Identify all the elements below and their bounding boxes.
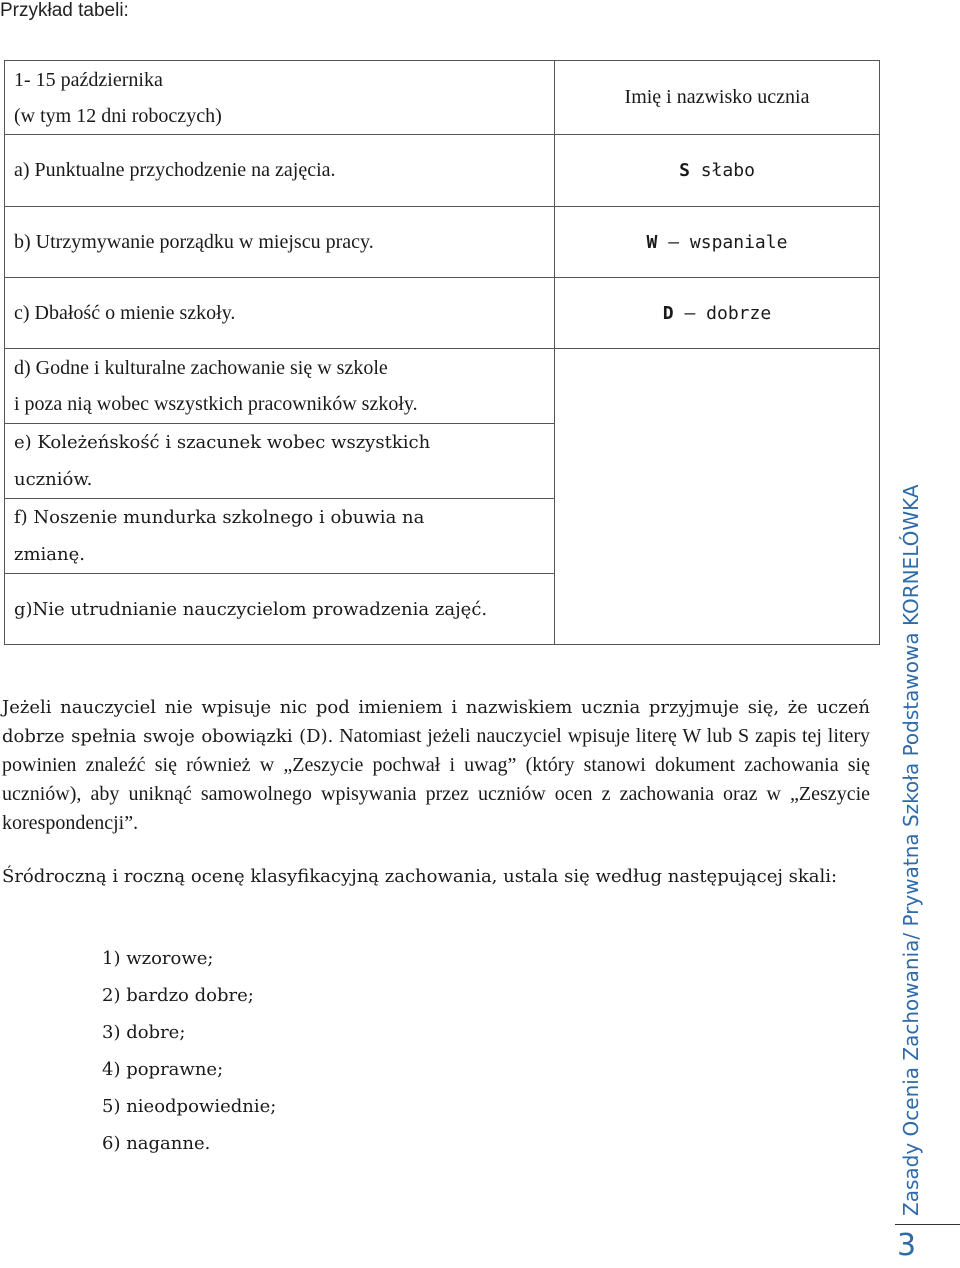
criterion-f [5,499,555,574]
criterion-f-line2: zmianę. [14,544,86,565]
list-item: 2) bardzo dobre; [102,985,254,1006]
page-heading: Przykład tabeli: [0,0,129,21]
table-row [5,135,880,207]
legend-d-letter: D [662,302,674,324]
table-row [5,207,880,278]
period-cell [5,61,555,135]
criterion-g: g)Nie utrudnianie nauczycielom prowadzenia zajęć. [5,574,555,645]
criterion-a: a) Punktualne przychodzenie na zajęcia. [5,135,555,207]
period-workdays: (w tym 12 dni roboczych) [14,104,222,127]
side-footer-text: Zasady Ocenia Zachowania/ Prywatna Szkoła Podstawowa KORNELÓWKA [899,484,923,1216]
criterion-c: c) Dbałość o mienie szkoły. [5,278,555,349]
criterion-d-line1: d) Godne i kulturalne zachowanie się w szkole [14,357,388,379]
legend-w [555,207,880,278]
criterion-e [5,424,555,499]
grade-scale-list [102,940,276,1162]
legend-s-text: słabo [689,160,755,181]
criterion-e-line2: uczniów. [14,469,93,490]
paragraph-notes-part2: Natomiast jeżeli nauczyciel wpisuje literę W lub S zapis tej litery powinien znaleźć się również w „Zeszycie pochwał i uwag” (który stanowi dokument zachowania się uczniów), aby uniknąć samowolnego wpisywania przez uczniów ocen z zachowania oraz w „Zeszycie korespondencji”. [2,725,870,834]
period-line: 1- 15 października [14,68,163,91]
student-grade-cell [555,349,880,645]
page-number: 3 [897,1228,917,1263]
table-header-row [5,61,880,135]
criterion-d-line2: i poza nią wobec wszystkich pracowników szkoły. [14,393,418,415]
legend-s [555,135,880,207]
criterion-d [5,349,555,424]
table-row [5,349,880,424]
table-row [5,278,880,349]
legend-s-letter: S [679,160,690,181]
list-item: 4) poprawne; [102,1059,224,1080]
criterion-b: b) Utrzymywanie porządku w miejscu pracy. [5,207,555,278]
paragraph-notes-part1: Jeżeli nauczyciel nie wpisuje nic pod imieniem i nazwiskiem ucznia przyjmuje się, że uczeń dobrze spełnia swoje obowiązki (D). [2,697,870,747]
list-item: 3) dobre; [102,1022,186,1043]
legend-d-text: – dobrze [673,302,772,324]
legend-w-letter: W [646,231,658,253]
list-item: 1) wzorowe; [102,948,214,969]
criterion-f-line1: f) Noszenie mundurka szkolnego i obuwia na [14,507,425,528]
list-item: 6) naganne. [102,1133,211,1154]
criterion-e-line1: e) Koleżeńskość i szacunek wobec wszystkich [14,432,431,453]
list-item: 5) nieodpowiednie; [102,1096,277,1117]
footer-divider [895,1224,960,1225]
paragraph-notes [2,694,870,838]
legend-w-text: – wspaniale [657,231,788,253]
paragraph-scale-intro: Śródroczną i roczną ocenę klasyfikacyjną zachowania, ustala się według następującej skali: [2,866,838,887]
legend-d [555,278,880,349]
student-name-header: Imię i nazwisko ucznia [555,61,880,135]
behavior-table [4,60,880,645]
